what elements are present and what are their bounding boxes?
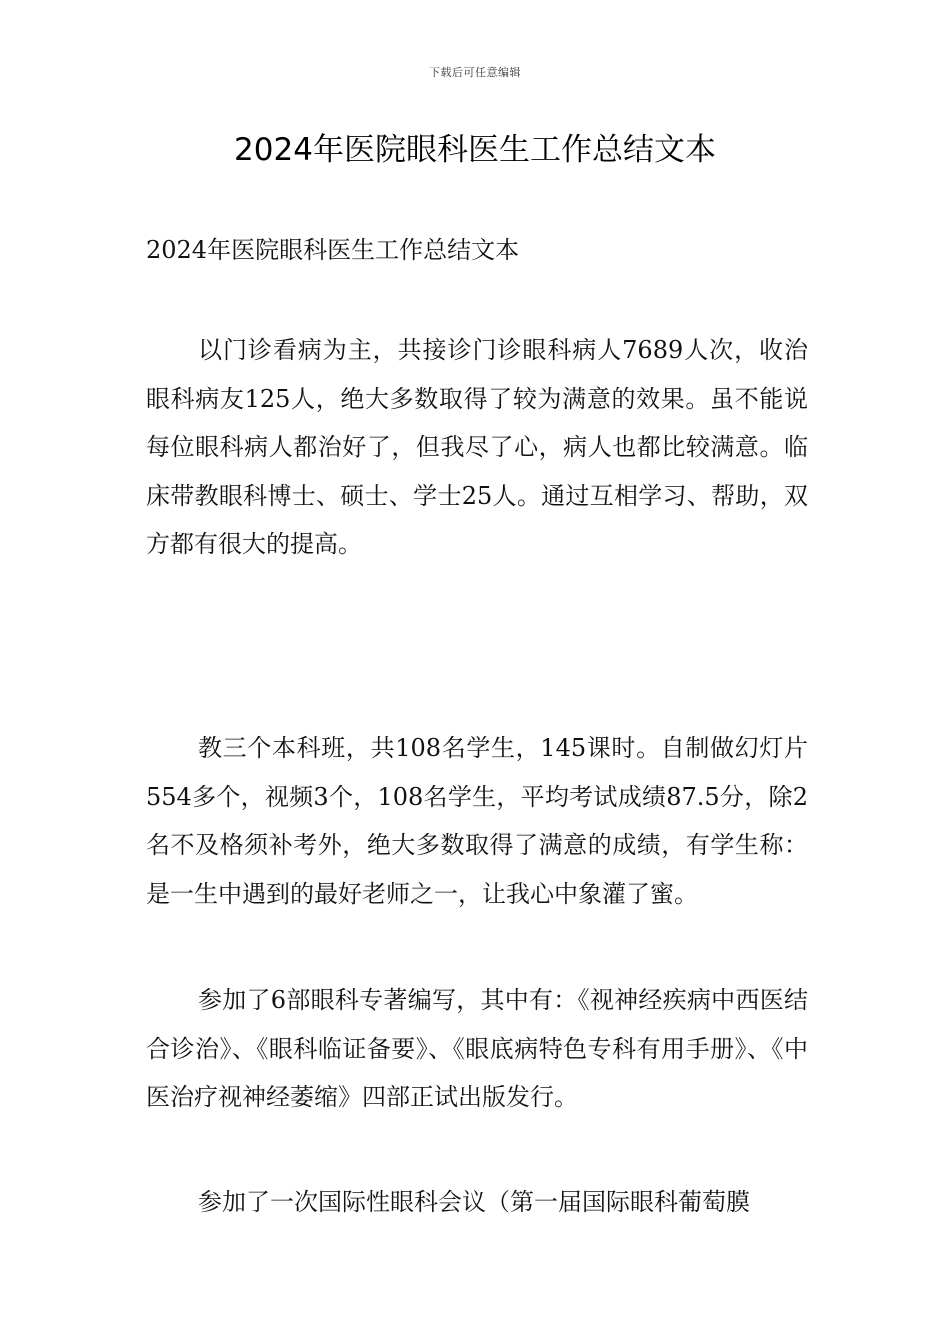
paragraph-outpatient-work: 以门诊看病为主，共接诊门诊眼科病人7689人次，收治眼科病友125人，绝大多数取得了较为满意的效果。虽不能说每位眼科病人都治好了，但我尽了心，病人也都比较满意。临床带教眼科博士、硕士、学士25人。通过互相学习、帮助，双方都有很大的提高。 xyxy=(146,336,808,558)
header-note: 下载后可任意编辑 xyxy=(429,66,521,79)
paragraph-conference: 参加了一次国际性眼科会议（第一届国际眼科葡萄膜 xyxy=(198,1188,750,1216)
document-subtitle: 2024年医院眼科医生工作总结文本 xyxy=(146,236,520,264)
document-title: 2024年医院眼科医生工作总结文本 xyxy=(234,132,716,168)
paragraph-teaching: 教三个本科班，共108名学生，145课时。自制做幻灯片554多个，视频3个，108名学生，平均考试成绩87.5分，除2名不及格须补考外，绝大多数取得了满意的成绩，有学生称：是一生中遇到的最好老师之一，让我心中象灌了蜜。 xyxy=(146,734,808,908)
paragraph-publications: 参加了6部眼科专著编写，其中有：《视神经疾病中西医结合诊治》、《眼科临证备要》、《眼底病特色专科有用手册》、《中医治疗视神经萎缩》四部正试出版发行。 xyxy=(146,986,808,1111)
